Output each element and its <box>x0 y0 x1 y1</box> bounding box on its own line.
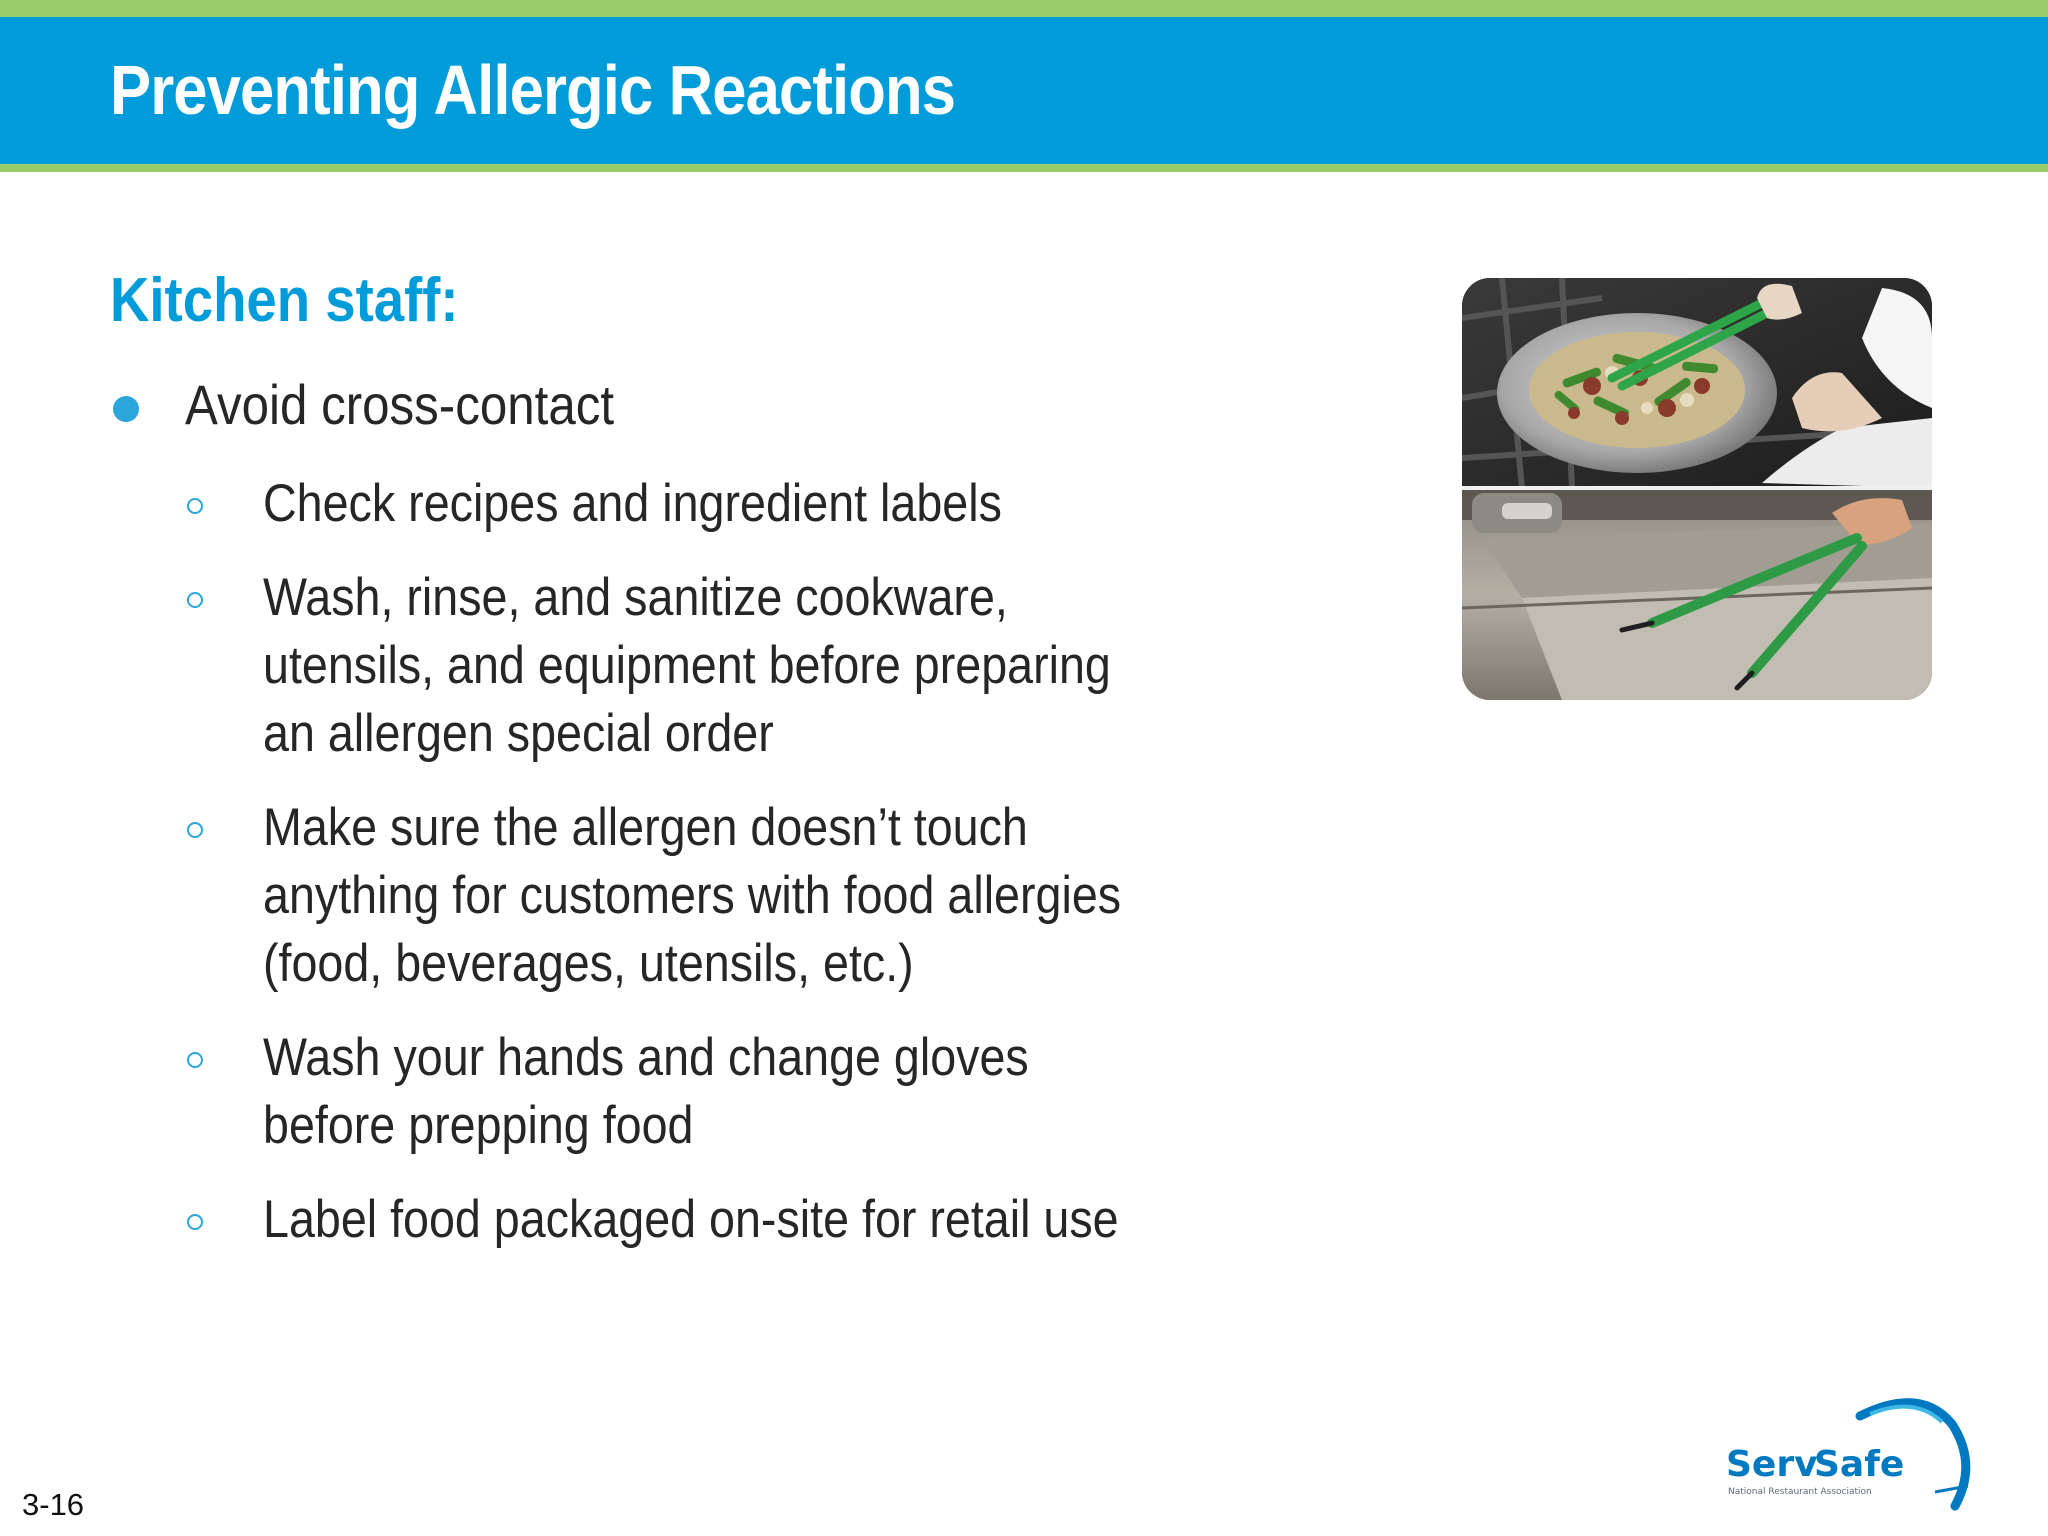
circle-bullet-icon <box>187 1052 203 1068</box>
stove-scene <box>1462 278 1932 488</box>
sub-bullet-text: Wash, rinse, and sanitize cookware, utensils, and equipment before preparing an allergen special order <box>263 568 1111 763</box>
kitchen-photo <box>1462 278 1932 700</box>
bullet-item <box>110 370 1310 440</box>
svg-text:Safe: Safe <box>1814 1444 1905 1485</box>
sub-bullet-list <box>185 470 1285 1280</box>
sub-bullet-text: Wash your hands and change gloves before prepping food <box>263 1028 1029 1155</box>
circle-bullet-icon <box>187 1214 203 1230</box>
svg-text:National Restaurant Associatio: National Restaurant Association <box>1728 1487 1872 1497</box>
sub-bullet-item <box>185 470 1285 538</box>
sub-bullet-text: Check recipes and ingredient labels <box>263 474 1002 533</box>
title-accent-strip <box>0 164 2048 172</box>
sub-bullet-item <box>185 564 1285 768</box>
sub-bullet-item <box>185 794 1285 998</box>
bullet-dot-icon <box>113 396 139 422</box>
bullet-text: Avoid cross-contact <box>185 373 615 436</box>
servsafe-logo <box>1720 1394 1980 1524</box>
sub-bullet-item <box>185 1024 1285 1160</box>
section-heading: Kitchen staff: <box>110 266 459 335</box>
top-accent-strip <box>0 0 2048 17</box>
circle-bullet-icon <box>187 822 203 838</box>
sub-bullet-text: Make sure the allergen doesn’t touch anything for customers with food allergies (food, beverages, utensils, etc.) <box>263 798 1122 993</box>
sink-scene <box>1462 490 1932 700</box>
circle-bullet-icon <box>187 498 203 514</box>
svg-text:Serv: Serv <box>1726 1444 1818 1485</box>
slide-number: 3-16 <box>22 1487 85 1522</box>
sub-bullet-item <box>185 1186 1285 1254</box>
circle-bullet-icon <box>187 592 203 608</box>
sub-bullet-text: Label food packaged on-site for retail use <box>263 1190 1119 1249</box>
slide-title: Preventing Allergic Reactions <box>110 51 956 129</box>
